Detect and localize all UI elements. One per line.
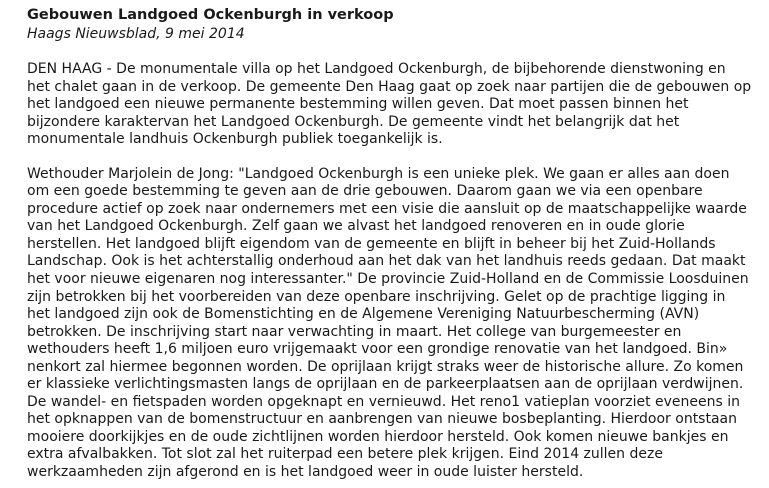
text-line: werkzaamheden zijn afgerond en is het landgoed weer in oude luister hersteld. (27, 464, 584, 481)
text-line: het voor nieuwe eigenaren nog interessanter." De provincie Zuid-Holland en de Commissie Loosduinen (27, 271, 749, 288)
text-line: extra afvalbakken. Tot slot zal het ruiterpad een betere plek krijgen. Eind 2014 zullen deze (27, 446, 663, 463)
paragraph-quote (27, 166, 767, 482)
text-line: bijzondere karaktervan het Landgoed Ockenburgh. De gemeente vindt het belangrijk dat het (27, 113, 680, 130)
text-line: De wandel- en fietspaden worden opgeknapt en vernieuwd. Het reno1 vatieplan voorziet eveneens in (27, 393, 741, 410)
text-line: er klassieke verlichtingsmasten langs de oprijlaan en de parkeerplaatsen aan de oprijlaan verdwijnen. (27, 376, 744, 393)
paragraph-intro (27, 61, 767, 149)
text-line: procedure actief op zoek naar ondernemers met een visie die aansluit op de maatschappelijke waarde (27, 200, 747, 217)
text-line: het opknappen van de bomenstructuur en aanbrengen van nieuwe bosbeplanting. Hierdoor ontstaan (27, 411, 737, 428)
text-line: DEN HAAG - De monumentale villa op het Landgoed Ockenburgh, de bijbehorende dienstwoning en (27, 61, 726, 77)
article-title: Gebouwen Landgoed Ockenburgh in verkoop (27, 7, 394, 23)
text-line: van het Landgoed Ockenburgh. Zelf gaan we alvast het landgoed renoveren en in oude glorie (27, 218, 685, 235)
text-line: mooiere doorkijkjes en de oude zichtlijnen worden hierdoor hersteld. Ook komen nieuwe bankjes en (27, 428, 729, 445)
text-line: nenkort zal hiermee begonnen worden. De oprijlaan krijgt straks weer de historische allure. Zo komen (27, 358, 744, 375)
text-line: wethouders heeft 1,6 miljoen euro vrijgemaakt voor een grondige renovatie van het landgoed. Bin» (27, 341, 728, 358)
text-line: om een goede bestemming te geven aan de drie gebouwen. Daarom gaan we via een openbare (27, 183, 703, 200)
article (27, 6, 767, 482)
text-line: betrokken. De inschrijving start naar verwachting in maart. Het college van burgemeester en (27, 323, 682, 340)
text-line: het landgoed een nieuwe permanente bestemming willen geven. Dat moet passen binnen het (27, 96, 689, 113)
text-line: monumentale landhuis Ockenburgh publiek toegankelijk is. (27, 131, 443, 148)
text-line: het chalet gaan in de verkoop. De gemeente Den Haag gaat op zoek naar partijen die de gebouwen op (27, 78, 752, 95)
text-line: zijn betrokken bij het voorbereiden van deze openbare inschrijving. Gelet op de prachtige ligging in (27, 288, 726, 305)
text-line: Landschap. Ook is het achterstallig onderhoud aan het dak van het landhuis reeds gedaan. Dat maakt (27, 253, 746, 270)
text-line: Wethouder Marjolein de Jong: "Landgoed Ockenburgh is een unieke plek. We gaan er alles aan doen (27, 165, 730, 182)
article-source: Haags Nieuwsblad, 9 mei 2014 (27, 26, 245, 42)
text-line: herstellen. Het landgoed blijft eigendom van de gemeente en blijft in beheer bij het Zuid-Hollands (27, 235, 716, 252)
text-line: het landgoed zijn ook de Bomenstichting en de Algemene Vereniging Natuurbescherming (AVN) (27, 306, 700, 323)
